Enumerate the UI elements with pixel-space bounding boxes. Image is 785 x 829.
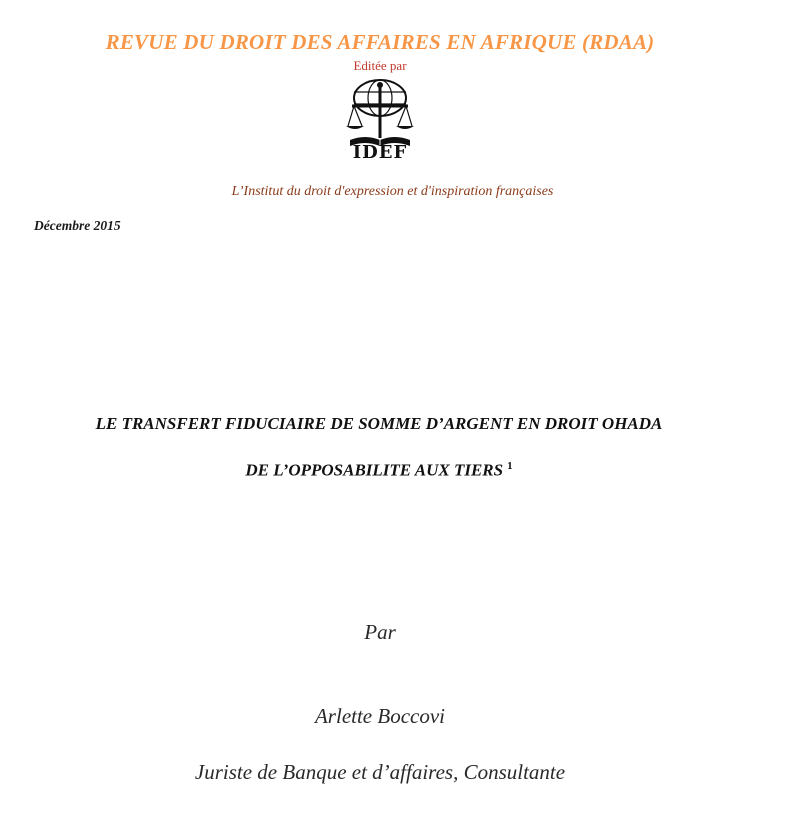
article-title-line-1 [0, 414, 758, 434]
author-role: Juriste de Banque et d’affaires, Consultante [194, 760, 566, 784]
author-name: Arlette Boccovi [314, 704, 446, 728]
article-title-line-2 [0, 460, 758, 481]
logo-text: IDEF [352, 142, 408, 163]
journal-title: REVUE DU DROIT DES AFFAIRES EN AFRIQUE (RDAA) [105, 30, 655, 54]
publication-date: Décembre 2015 [34, 218, 121, 233]
article-title-text-1: LE TRANSFERT FIDUCIAIRE DE SOMME D’ARGENT EN DROIT OHADA [95, 414, 663, 433]
idef-logo [340, 76, 420, 164]
institute-name: L’Institut du droit d'expression et d'inspiration françaises [231, 184, 554, 199]
article-title-text-2: DE L’OPPOSABILITE AUX TIERS [245, 460, 504, 480]
by-label: Par [364, 620, 396, 644]
footnote-marker[interactable]: 1 [507, 460, 513, 472]
edited-by-label: Editée par [353, 58, 407, 73]
